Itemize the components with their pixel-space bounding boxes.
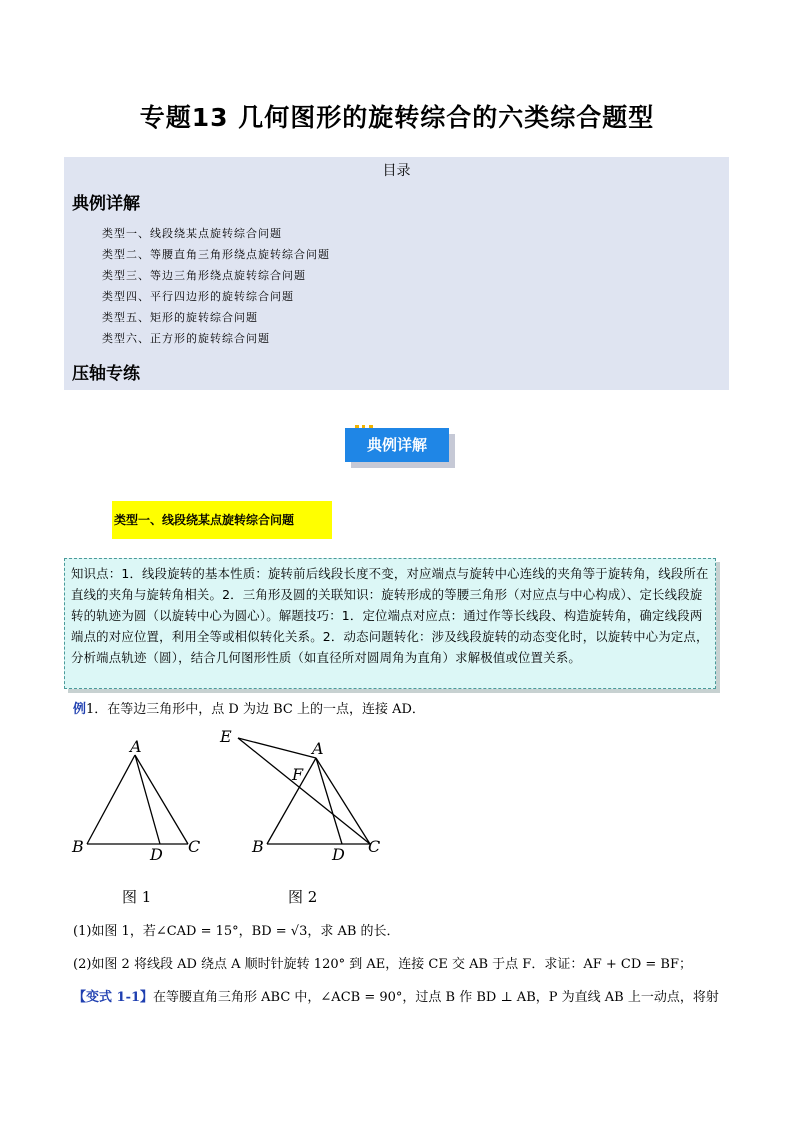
fig1-caption: 图 1 [122,888,152,906]
toc-heading: 目录 [382,163,411,179]
variant-text: 在等腰直角三角形 ABC 中，∠ACB = 90°，过点 B 作 BD ⊥ AB，P 为直线 AB 上一动点，将射 [153,990,719,1005]
fig2-label-e: E [220,727,232,746]
toc-item-4[interactable]: 类型四、平行四边形的旋转综合问题 [102,290,294,303]
fig2-label-f: F [292,765,304,784]
fig1-side-ac [135,755,188,844]
toc-item-6[interactable]: 类型六、正方形的旋转综合问题 [102,332,270,345]
page-title: 专题13 几何图形的旋转综合的六类综合题型 [139,103,655,132]
fig2-label-c: C [368,837,381,856]
fig2-label-b: B [252,837,264,856]
fig2-label-d: D [332,845,345,864]
toc-item-5[interactable]: 类型五、矩形的旋转综合问题 [102,311,258,324]
toc-item-3[interactable]: 类型三、等边三角形绕点旋转综合问题 [102,269,306,282]
toc-item-1[interactable]: 类型一、线段绕某点旋转综合问题 [102,227,282,240]
example-lead: 例 [73,702,87,717]
variant-line [73,986,719,1005]
question-2: (2)如图 2 将线段 AD 绕点 A 顺时针旋转 120° 到 AE，连接 CE 交 AB 于点 F．求证：AF + CD = BF； [73,957,692,972]
fig2-side-ac [316,758,370,844]
variant-tag: 【变式 1-1】 [73,990,154,1005]
question-1: (1)如图 1，若∠CAD = 15°，BD = √3，求 AB 的长． [73,924,400,939]
example-line [73,698,425,717]
fig2-segment-ad [316,758,342,844]
fig1-side-ab [87,755,135,844]
badge-label: 典例详解 [345,428,449,462]
geometry-figures [60,722,400,902]
fig2-segment-ce [238,738,370,844]
fig1-segment-ad [135,755,160,844]
table-of-contents [64,157,729,390]
knowledge-box: 知识点：1．线段旋转的基本性质：旋转前后线段长度不变，对应端点与旋转中心连线的夹角等于旋转角，线段所在直线的夹角与旋转角相关。2．三角形及圆的关联知识：旋转形成的等腰三角形（对应点与中心构成）、定长线段旋转的轨迹为圆（以旋转中心为圆心）。解题技巧：1．定位端点对应点：通过作等长线段、构造旋转角，确定线段两端点的对应位置，利用全等或相似转化关系。2．动态问题转化：涉及线段旋转的动态变化时，以旋转中心为定点，分析端点轨迹（圆），结合几何图形性质（如直径所对圆周角为直角）求解极值或位置关系。 [64,558,716,689]
fig2-caption: 图 2 [288,888,318,906]
toc-section-examples[interactable]: 典例详解 [72,194,140,214]
toc-section-practice[interactable]: 压轴专练 [72,364,140,384]
toc-item-2[interactable]: 类型二、等腰直角三角形绕点旋转综合问题 [102,248,330,261]
section-badge [345,428,449,462]
fig1-label-c: C [188,837,201,856]
fig1-label-d: D [150,845,163,864]
example-text: 1．在等边三角形中，点 D 为边 BC 上的一点，连接 AD． [86,702,425,717]
fig1-label-b: B [72,837,84,856]
fig1-label-a: A [130,737,142,756]
type-label: 类型一、线段绕某点旋转综合问题 [112,501,332,539]
badge-dots [355,425,373,428]
fig2-label-a: A [312,739,324,758]
